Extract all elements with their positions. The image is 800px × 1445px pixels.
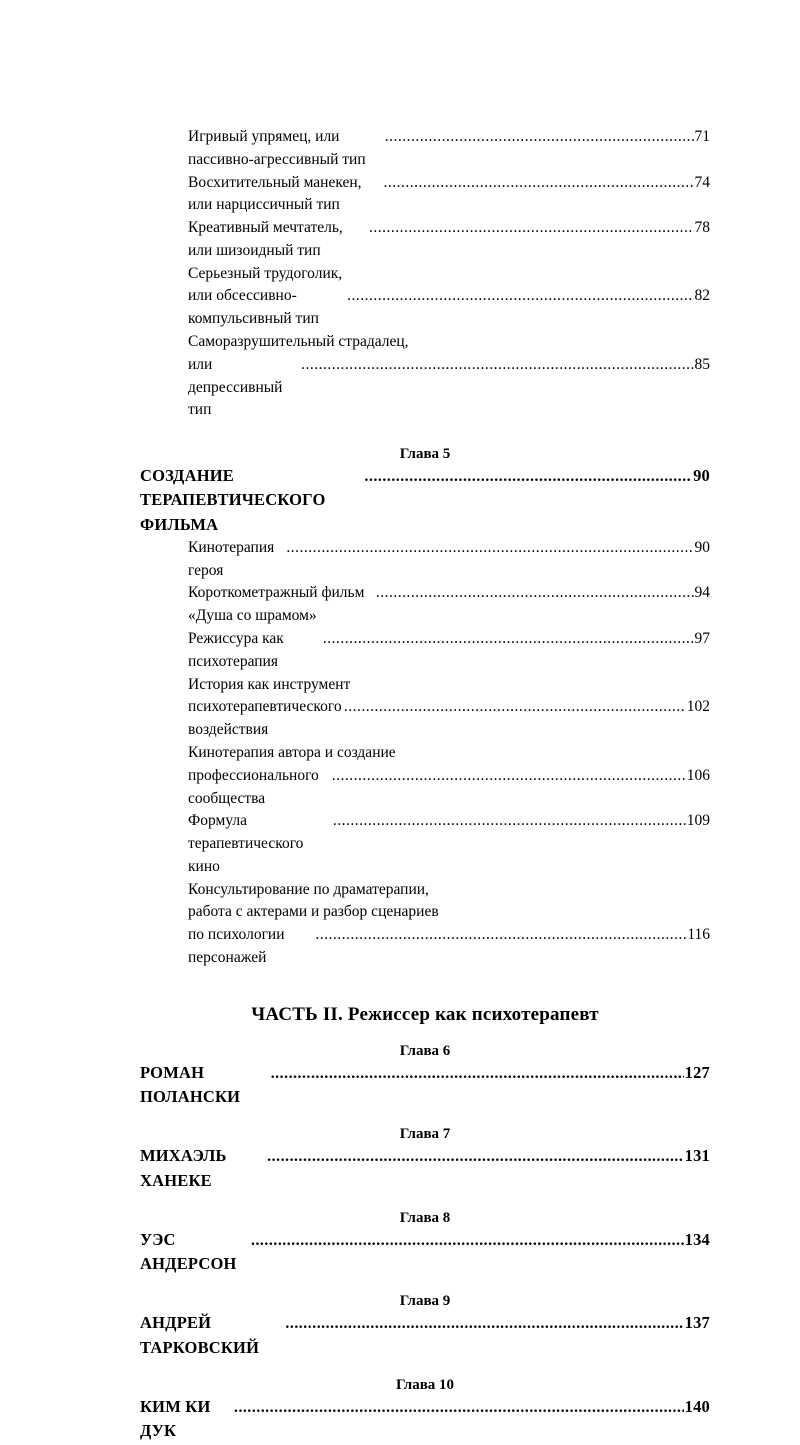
toc-entry[interactable] — [140, 126, 710, 172]
dot-leader — [376, 582, 694, 605]
chapter-title: АНДРЕЙ ТАРКОВСКИЙ — [140, 1313, 260, 1357]
toc-entry[interactable] — [140, 537, 710, 583]
toc-entry-line: Серьезный трудоголик, — [188, 264, 343, 282]
dot-leader — [344, 696, 686, 719]
chapter-title-row[interactable] — [140, 1311, 710, 1360]
chapter-title: СОЗДАНИЕ ТЕРАПЕВТИЧЕСКОГО ФИЛЬМА — [140, 466, 330, 534]
toc-entry-title: Игривый упрямец, или пассивно-агрессивный тип — [188, 128, 366, 168]
toc-entry-line: Кинотерапия автора и создание — [188, 743, 396, 761]
chapter-title: КИМ КИ ДУК — [140, 1396, 215, 1440]
part1-tail-entries — [140, 126, 710, 422]
toc-entry-page: 90 — [694, 538, 710, 556]
dot-leader — [285, 1313, 683, 1336]
toc-entry[interactable] — [140, 879, 710, 970]
toc-entry-page: 82 — [694, 287, 710, 305]
toc-entry-title: или депрессивный тип — [188, 355, 287, 419]
toc-entry[interactable] — [140, 217, 710, 263]
toc-entry[interactable] — [140, 810, 710, 878]
dot-leader — [323, 628, 694, 651]
chapter-label: Глава 8 — [399, 1209, 451, 1226]
toc-entry-line: работа с актерами и разбор сценариев — [188, 903, 439, 921]
toc-entry-title: по психологии персонажей — [188, 926, 289, 966]
chapter-label: Глава 10 — [395, 1376, 455, 1393]
chapter-title: УЭС АНДЕРСОН — [140, 1229, 237, 1273]
toc-entry-line: Саморазрушительный страдалец, — [188, 333, 409, 351]
table-of-contents — [140, 126, 710, 1445]
toc-entry-page: 106 — [686, 766, 710, 784]
dot-leader — [271, 1063, 684, 1086]
toc-entry[interactable] — [140, 331, 710, 422]
toc-entry[interactable] — [140, 582, 710, 628]
toc-entry-page: 97 — [694, 630, 710, 648]
chapter-title-row[interactable] — [140, 1395, 710, 1444]
dot-leader — [347, 285, 693, 308]
dot-leader — [333, 810, 686, 833]
chapter-5-block — [140, 446, 710, 970]
toc-entry-title: психотерапевтического воздействия — [188, 698, 346, 739]
dot-leader — [251, 1230, 684, 1253]
chapter-title: МИХАЭЛЬ ХАНЕКЕ — [140, 1146, 231, 1190]
toc-entry-page: 94 — [694, 584, 710, 602]
toc-entry[interactable] — [140, 742, 710, 810]
chapter-page: 127 — [684, 1062, 710, 1082]
toc-entry-page: 71 — [694, 128, 710, 145]
toc-entry[interactable] — [140, 263, 710, 331]
dot-leader — [234, 1397, 684, 1420]
chapter-page: 134 — [684, 1229, 710, 1249]
chapter-title-row[interactable] — [140, 1144, 710, 1193]
toc-entry-title: Режиссура как психотерапия — [188, 630, 288, 670]
toc-entry-title: Креативный мечтатель, или шизоидный тип — [188, 219, 347, 259]
chapter-page: 131 — [684, 1146, 710, 1166]
toc-entry[interactable] — [140, 628, 710, 674]
toc-entry-line: История как инструмент — [188, 675, 351, 693]
toc-entry-title: Формула терапевтического кино — [188, 812, 308, 875]
chapter-title-row[interactable] — [140, 464, 710, 537]
chapter-label: Глава 6 — [399, 1042, 451, 1059]
chapter-label: Глава 7 — [399, 1126, 451, 1143]
toc-entry-page: 102 — [686, 698, 710, 716]
toc-entry-title: Кинотерапия героя — [188, 538, 279, 579]
toc-entry-page: 116 — [687, 926, 710, 944]
toc-entry-page: 85 — [694, 355, 710, 373]
spacer — [140, 422, 710, 431]
part-title: ЧАСТЬ II. Режиссер как психотерапевт — [251, 1003, 599, 1025]
chapter-title-row[interactable] — [140, 1228, 710, 1277]
chapter-7-block — [140, 1126, 710, 1193]
chapter-label: Глава 5 — [399, 446, 451, 463]
dot-leader — [301, 354, 693, 377]
toc-entry-line: Консультирование по драматерапии, — [188, 880, 429, 898]
chapter-9-block — [140, 1293, 710, 1360]
chapter-8-block — [140, 1210, 710, 1277]
chapter-10-block — [140, 1377, 710, 1444]
chapter-page: 90 — [693, 466, 710, 486]
chapter-page: 137 — [684, 1313, 710, 1333]
toc-entry-title: или обсессивно-компульсивный тип — [188, 287, 319, 328]
toc-entry[interactable] — [140, 172, 710, 218]
dot-leader — [383, 172, 693, 195]
dot-leader — [385, 126, 694, 149]
dot-leader — [365, 466, 693, 489]
toc-entry-page: 109 — [686, 812, 710, 830]
part-2-block — [140, 1004, 710, 1444]
dot-leader — [286, 537, 693, 560]
dot-leader — [369, 217, 693, 240]
chapter-6-block — [140, 1043, 710, 1110]
dot-leader — [332, 765, 686, 788]
toc-entry-title: профессионального сообщества — [188, 766, 323, 807]
chapter-page: 140 — [684, 1396, 710, 1416]
chapter-title: РОМАН ПОЛАНСКИ — [140, 1062, 241, 1106]
toc-entry-title: Восхитительный манекен, или нарциссичный тип — [188, 173, 366, 214]
chapter-label: Глава 9 — [399, 1293, 451, 1310]
toc-entry-page: 74 — [694, 173, 710, 191]
dot-leader — [267, 1146, 683, 1169]
toc-entry[interactable] — [140, 674, 710, 742]
toc-entry-title: Короткометражный фильм «Душа со шрамом» — [188, 584, 369, 625]
dot-leader — [315, 924, 686, 947]
toc-entry-page: 78 — [694, 219, 710, 237]
chapter-title-row[interactable] — [140, 1061, 710, 1110]
